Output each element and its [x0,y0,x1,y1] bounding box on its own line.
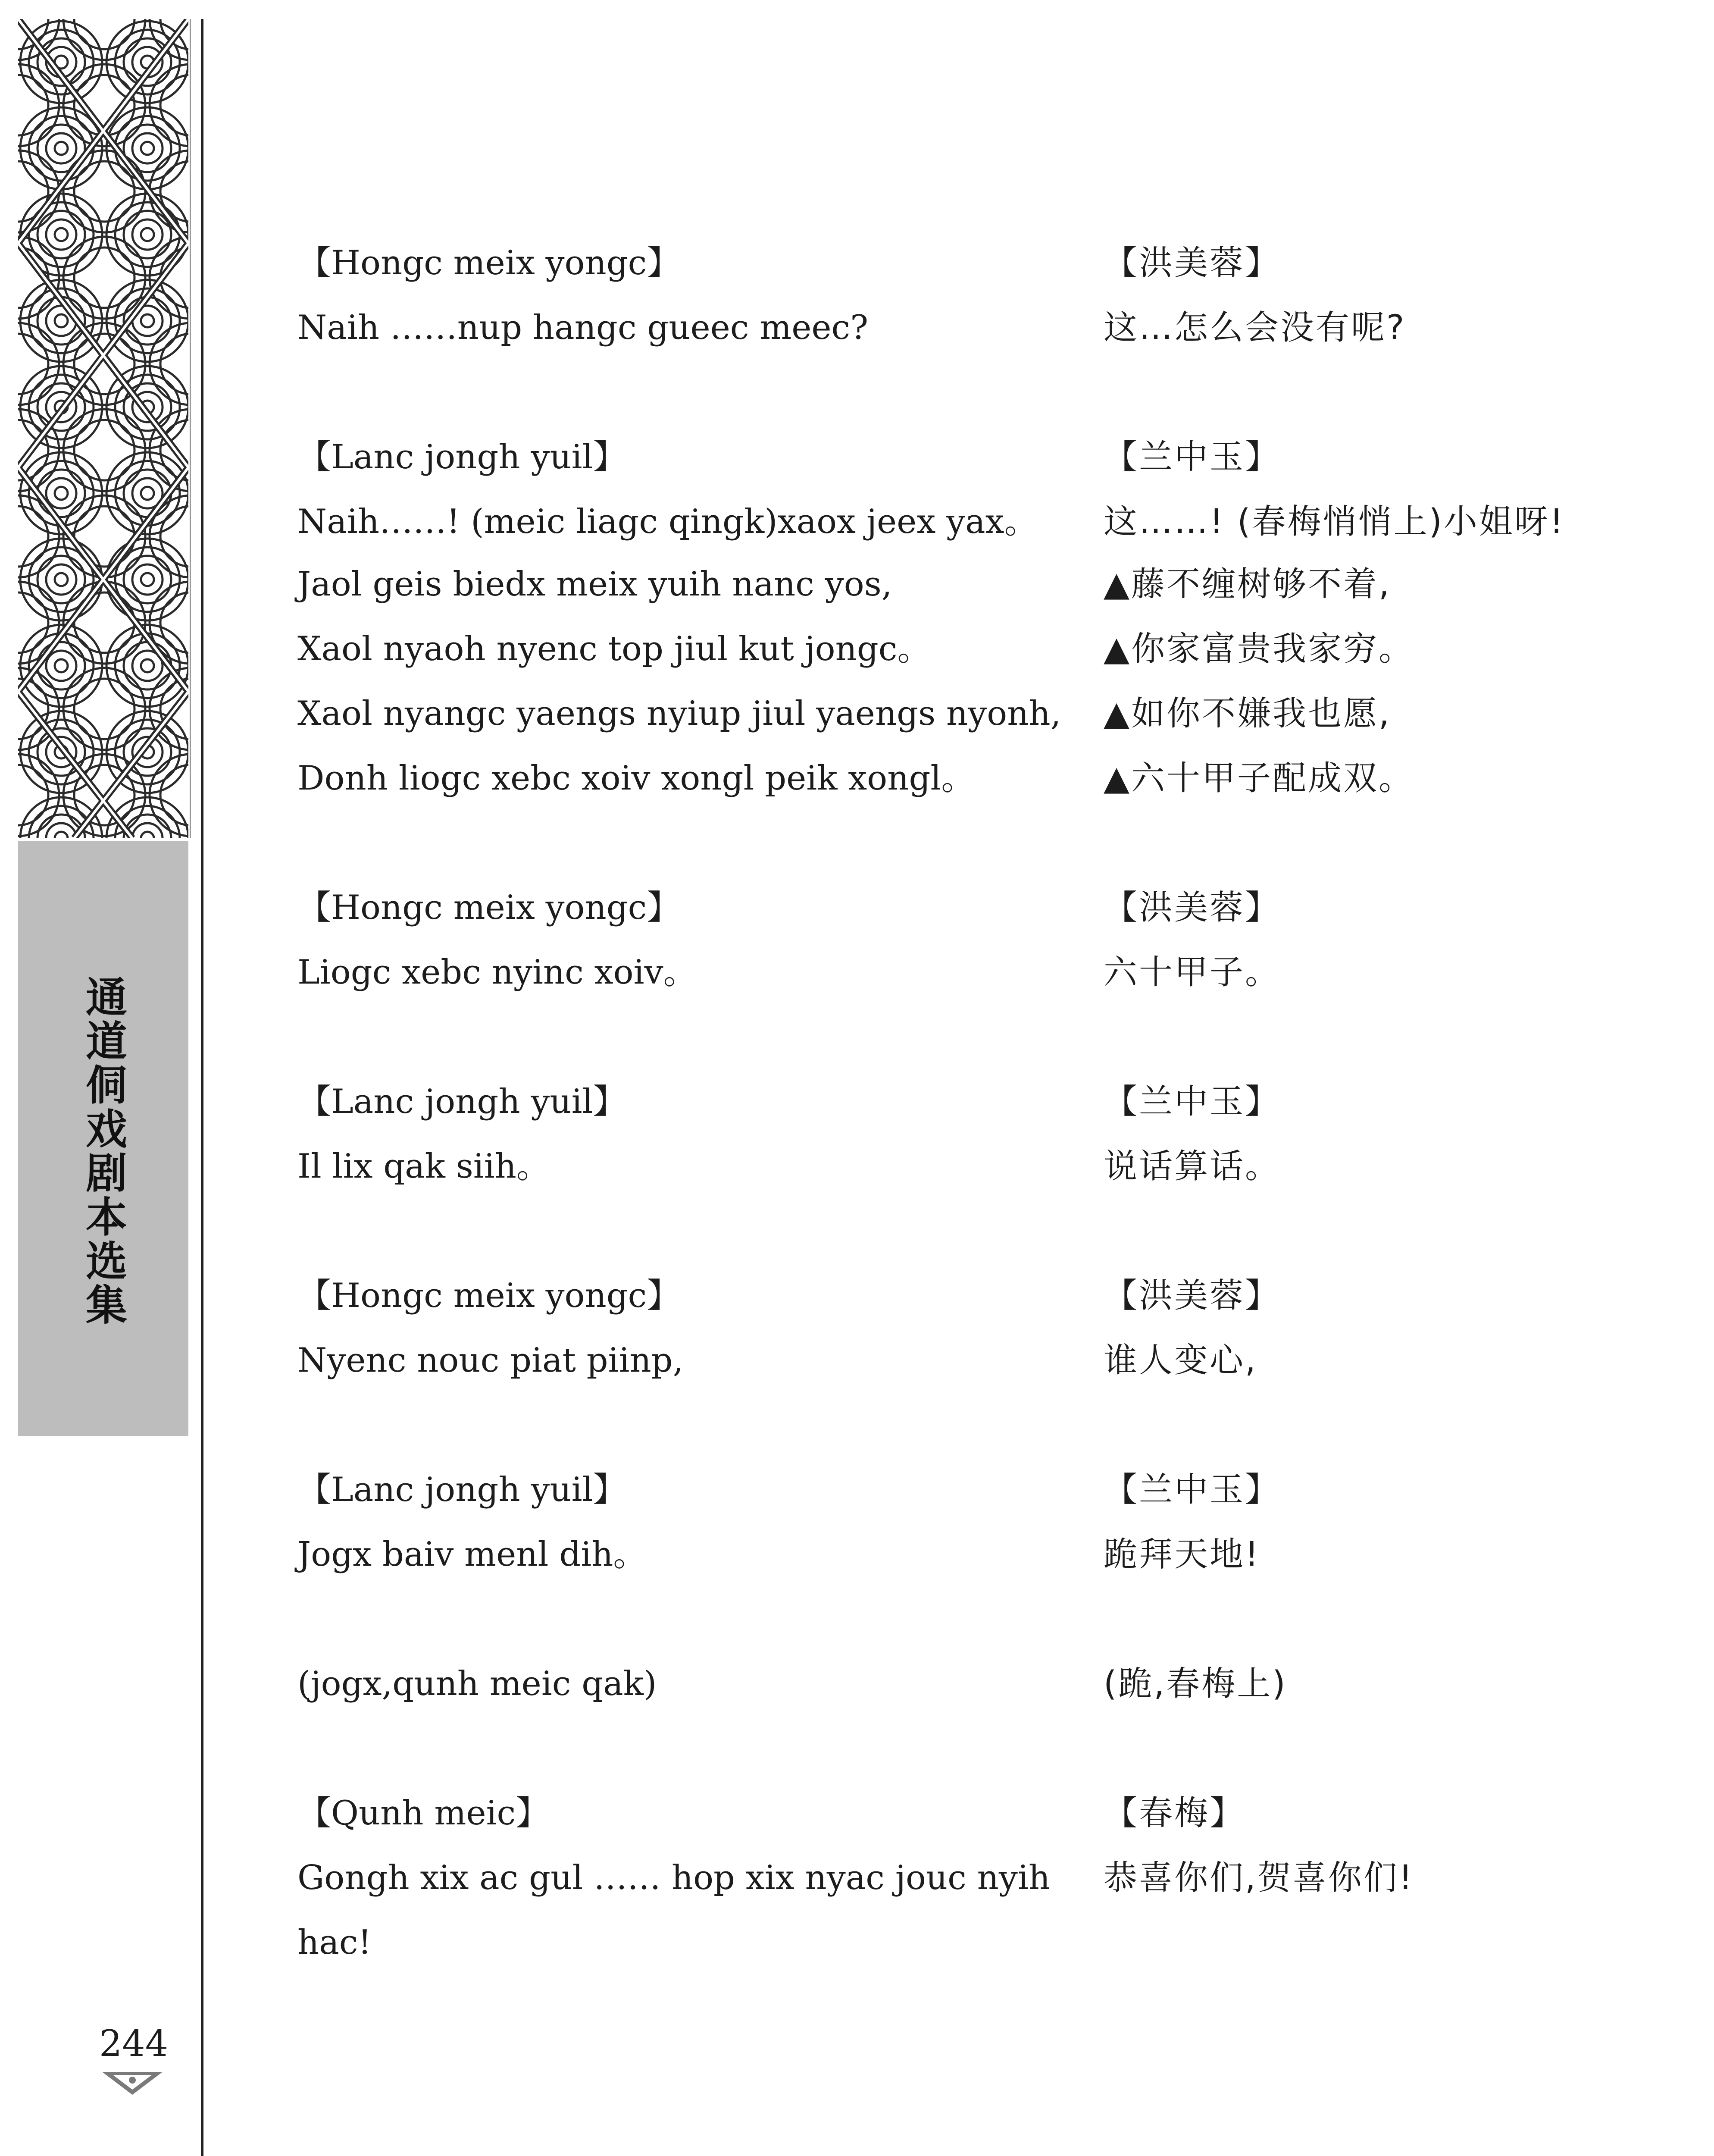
dialogue-line-zh: ▲六十甲子配成双。 [1104,759,1414,798]
stage-direction-zh: (跪,春梅上) [1104,1664,1287,1703]
speaker-label: 【Lanc jongh yuil】 [297,1082,627,1121]
dialogue-line-zh: 六十甲子。 [1104,953,1281,992]
dialogue-line: Xaol nyaoh nyenc top jiul kut jongc。 [297,630,931,668]
decorative-wave-pattern [18,19,188,838]
book-title: 通道侗戏剧本选集 [79,975,128,1327]
speaker-label-zh: 【兰中玉】 [1104,1470,1281,1509]
dialogue-line-zh: ▲你家富贵我家穷。 [1104,630,1414,668]
dialogue-line: Nyenc nouc piat piinp, [297,1341,684,1380]
stage-direction: (jogx,qunh meic qak) [297,1664,657,1703]
page-number: 244 [99,2022,169,2065]
dialogue-line-zh: ▲藤不缠树够不着, [1104,565,1391,604]
dialogue-line-zh: ▲如你不嫌我也愿, [1104,694,1391,733]
speaker-label-zh: 【春梅】 [1104,1794,1245,1833]
dialogue-line: Liogc xebc nyinc xoiv。 [297,953,697,992]
speaker-label-zh: 【洪美蓉】 [1104,888,1281,927]
ornament-icon [100,2070,165,2096]
speaker-label: 【Hongc meix yongc】 [297,1276,681,1315]
dialogue-line: Donh liogc xebc xoiv xongl peik xongl。 [297,759,975,798]
divider-thin [190,19,191,838]
dialogue-line: hac! [297,1923,372,1962]
speaker-label: 【Lanc jongh yuil】 [297,1470,627,1509]
dialogue-line: Il lix qak siih。 [297,1147,550,1186]
dialogue-line: Jaol geis biedx meix yuih nanc yos, [297,565,892,604]
dialogue-line: Xaol nyangc yaengs nyiup jiul yaengs nyonh, [297,694,1061,733]
divider-rule [201,19,203,2156]
side-title-container [18,936,188,1367]
speaker-label-zh: 【洪美蓉】 [1104,244,1281,282]
dialogue-line-zh: 跪拜天地! [1104,1535,1260,1574]
dialogue-line: Naih……! (meic liagc qingk)xaox jeex yax。 [297,502,1038,541]
dialogue-line-zh: 这……! (春梅悄悄上)小姐呀! [1104,502,1565,541]
speaker-label-zh: 【兰中玉】 [1104,1082,1281,1121]
dialogue-line: Gongh xix ac gul …… hop xix nyac jouc nyih [297,1858,1051,1897]
speaker-label: 【Qunh meic】 [297,1794,550,1833]
speaker-label: 【Hongc meix yongc】 [297,888,681,927]
speaker-label-zh: 【兰中玉】 [1104,438,1281,476]
speaker-label-zh: 【洪美蓉】 [1104,1276,1281,1315]
dialogue-line-zh: 说话算话。 [1104,1147,1281,1186]
dialogue-line-zh: 谁人变心, [1104,1341,1257,1380]
dialogue-line-zh: 这…怎么会没有呢? [1104,308,1406,347]
dialogue-line: Naih ……nup hangc gueec meec? [297,308,869,347]
dialogue-line-zh: 恭喜你们,贺喜你们! [1104,1858,1414,1897]
speaker-label: 【Hongc meix yongc】 [297,244,681,282]
speaker-label: 【Lanc jongh yuil】 [297,438,627,476]
dialogue-line: Jogx baiv menl dih。 [297,1535,647,1574]
